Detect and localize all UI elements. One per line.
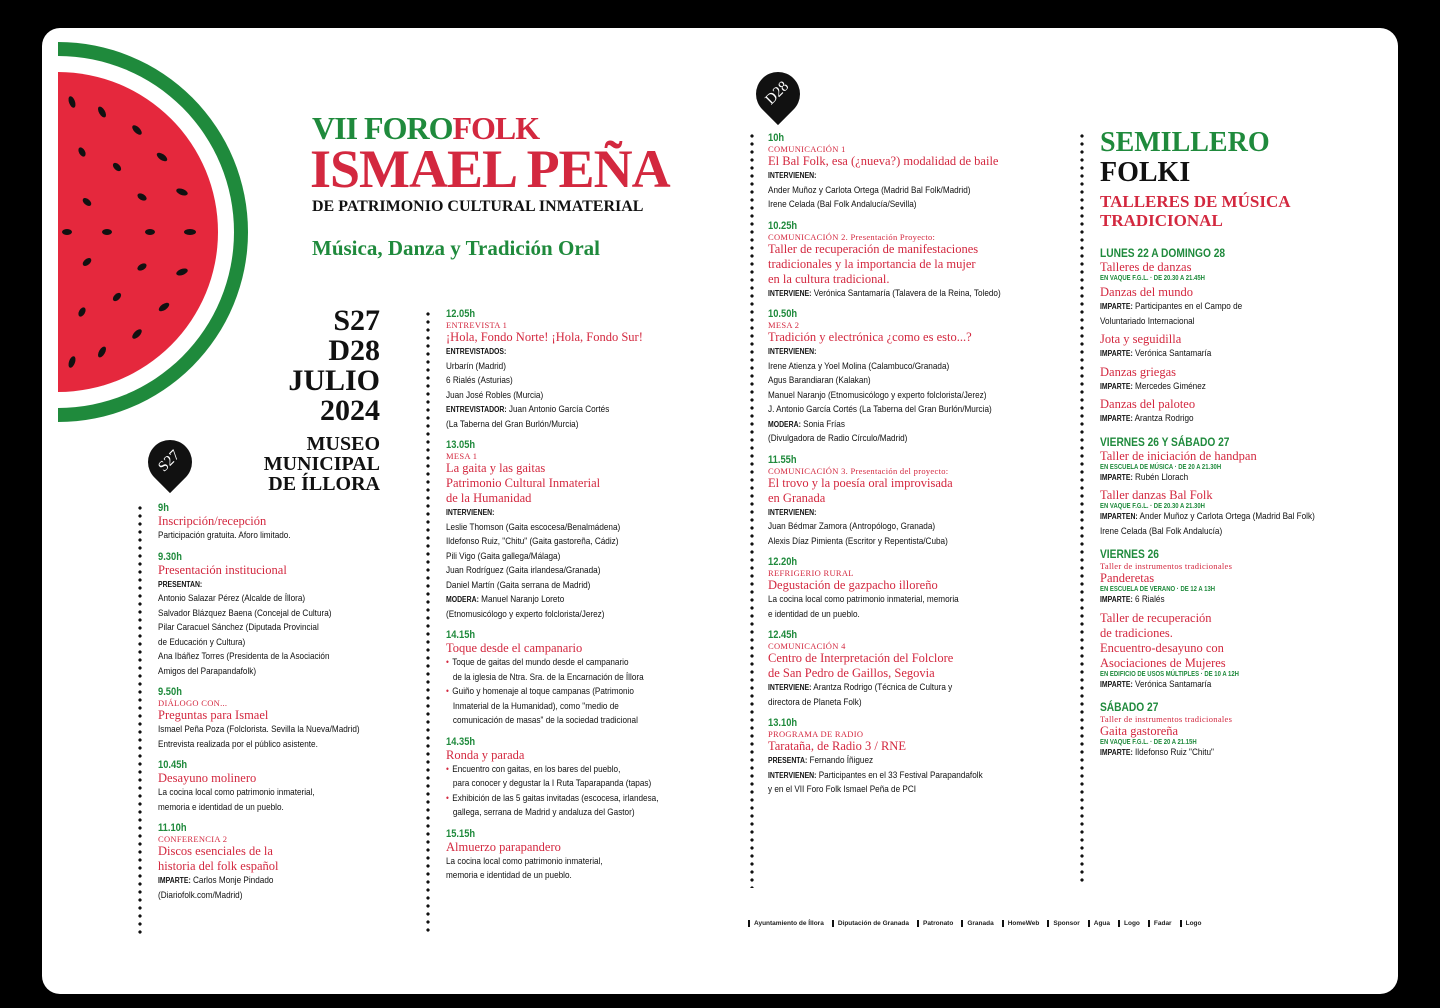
event-label: ENTREVISTADOR: xyxy=(446,405,507,414)
event-title: de la Humanidad xyxy=(446,491,532,505)
header-name: ISMAEL PEÑA xyxy=(310,139,670,199)
event-text: Agus Barandiaran (Kalakan) xyxy=(768,375,871,386)
event-title: Desayuno molinero xyxy=(158,771,257,785)
event-title: tradicionales y la importancia de la mujer xyxy=(768,256,976,271)
workshop-item xyxy=(1100,332,1380,362)
event-title: La gaita y las gaitas xyxy=(446,461,546,475)
event-label: INTERVIENEN: xyxy=(768,507,817,517)
event-label-line xyxy=(446,593,695,608)
event-category: COMUNICACIÓN 4 xyxy=(768,641,846,651)
workshop-label: IMPARTE: xyxy=(1100,414,1133,423)
event-label-line xyxy=(768,169,1026,184)
event-text: (Divulgadora de Radio Círculo/Madrid) xyxy=(768,433,908,444)
event-label-line xyxy=(158,874,364,889)
schedule-block xyxy=(446,828,736,884)
event-label: INTERVIENEN: xyxy=(768,770,817,780)
event-category: COMUNICACIÓN 2. Presentación Proyecto: xyxy=(768,231,936,242)
event-label-text: Juan Antonio García Cortés xyxy=(506,404,610,415)
event-time: 10h xyxy=(768,132,785,144)
badge-s27-label: S27 xyxy=(155,447,184,476)
schedule-block xyxy=(768,717,1068,798)
event-time: 11.10h xyxy=(158,822,187,834)
date-month: JULIO xyxy=(288,364,380,397)
event-text: La cocina local como patrimonio inmaterial, xyxy=(158,787,315,798)
event-title: Tarataña, de Radio 3 / RNE xyxy=(768,739,906,753)
workshop-imparte xyxy=(1100,471,1341,486)
watermelon-illustration xyxy=(42,42,248,426)
event-text: Daniel Martín (Gaita serrana de Madrid) xyxy=(446,579,591,591)
event-text: Juan Rodríguez (Gaita irlandesa/Granada) xyxy=(446,565,601,576)
semillero-day: SÁBADO 27 xyxy=(1100,700,1159,714)
event-title: en la cultura tradicional. xyxy=(768,271,890,286)
event-bullet-text: • Guiño y homenaje al toque campanas (Patrimonio xyxy=(446,685,695,700)
workshop-title: Danzas del paloteo xyxy=(1100,397,1196,411)
workshop-title: Talleres de danzas xyxy=(1100,260,1192,274)
workshop-imparte xyxy=(1100,678,1341,693)
event-title: ¡Hola, Fondo Norte! ¡Hola, Fondo Sur! xyxy=(446,330,643,344)
schedule-block xyxy=(446,308,736,432)
header-tagline: Música, Danza y Tradición Oral xyxy=(312,236,600,260)
sponsor-logo: Sponsor xyxy=(1047,920,1079,927)
event-text: J. Antonio García Cortés (La Taberna del Gran Burlón/Murcia) xyxy=(768,404,992,415)
workshop-title: Jota y seguidilla xyxy=(1100,332,1182,346)
badge-d28-label: D28 xyxy=(762,78,793,109)
workshop-where: EN VAQUE F.G.L. · DE 20.30 A 21.45H xyxy=(1100,275,1205,282)
schedule-col-d28 xyxy=(768,132,1068,805)
workshop-title: Taller de recuperación xyxy=(1100,610,1212,625)
event-title: Presentación institucional xyxy=(158,562,287,577)
event-label-text: Carlos Monje Pindado xyxy=(190,875,274,886)
event-label: MODERA: xyxy=(768,419,801,429)
workshop-imparte xyxy=(1100,347,1341,362)
event-label-line xyxy=(768,754,1026,769)
sponsor-logos xyxy=(748,908,1308,938)
workshop-label: IMPARTE: xyxy=(1100,679,1133,689)
schedule-block xyxy=(158,822,398,903)
schedule-block xyxy=(158,759,398,815)
event-bullet-text: Inmaterial de la Humanidad), como "medio de xyxy=(452,700,619,712)
semillero-column xyxy=(1100,128,1380,769)
workshop-imparte xyxy=(1100,380,1341,395)
badge-d28 xyxy=(747,63,809,125)
schedule-block xyxy=(158,502,398,544)
date-s27: S27 xyxy=(333,304,380,337)
workshop-title: Danzas del mundo xyxy=(1100,285,1194,299)
event-label-text: Sonia Frías xyxy=(800,418,845,430)
event-label: IMPARTE: xyxy=(158,876,191,885)
event-text: Ildefonso Ruiz, "Chitu" (Gaita gastoreña, Cádiz) xyxy=(446,536,619,547)
workshop-label: IMPARTE: xyxy=(1100,595,1133,604)
workshop-item xyxy=(1100,260,1380,282)
event-title: Inscripción/recepción xyxy=(158,514,267,528)
workshop-category: Taller de instrumentos tradicionales xyxy=(1100,714,1233,724)
venue-line3: DE ÍLLORA xyxy=(268,473,380,495)
event-bullet-text: • Encuentro con gaitas, en los bares del pueblo, xyxy=(446,763,695,778)
date-year: 2024 xyxy=(320,394,380,427)
workshop-label: IMPARTE: xyxy=(1100,349,1133,358)
event-time: 14.15h xyxy=(446,629,476,641)
workshop-item xyxy=(1100,449,1380,486)
event-category: REFRIGERIO RURAL xyxy=(768,568,854,578)
semillero-title3: TALLERES DE MÚSICA xyxy=(1100,192,1291,211)
event-category: ENTREVISTA 1 xyxy=(446,320,508,330)
workshop-title: Taller danzas Bal Folk xyxy=(1100,488,1213,502)
event-time: 10.50h xyxy=(768,308,798,320)
semillero-sections xyxy=(1100,246,1380,761)
workshop-imparte xyxy=(1100,300,1341,315)
workshop-label: IMPARTE: xyxy=(1100,302,1133,311)
event-title: en Granada xyxy=(768,490,826,505)
workshop-item xyxy=(1100,561,1380,608)
event-bullet-text: para conocer y degustar la I Ruta Taparapanda (tapas) xyxy=(452,778,652,789)
event-label-line xyxy=(768,506,1026,521)
event-category: DIÁLOGO CON... xyxy=(158,698,228,708)
workshop-item xyxy=(1100,285,1380,329)
event-time: 10.25h xyxy=(768,219,798,232)
semillero-title4: TRADICIONAL xyxy=(1100,211,1223,230)
event-text: (Etnomusicólogo y experto folclorista/Jerez) xyxy=(446,608,605,620)
workshop-imparte xyxy=(1100,593,1341,608)
event-text: Ander Muñoz y Carlota Ortega (Madrid Bal Folk/Madrid) xyxy=(768,184,971,196)
sponsor-logo: Ayuntamiento de Íllora xyxy=(748,920,824,927)
workshop-label: IMPARTEN: xyxy=(1100,512,1138,521)
event-text: La cocina local como patrimonio inmaterial, xyxy=(446,855,603,867)
event-text: memoria e identidad de un pueblo. xyxy=(446,870,572,881)
workshop-item xyxy=(1100,714,1380,761)
semillero-day: LUNES 22 A DOMINGO 28 xyxy=(1100,246,1226,260)
event-time: 11.55h xyxy=(768,453,797,466)
event-time: 12.45h xyxy=(768,629,798,641)
schedule-block xyxy=(446,736,736,821)
event-label-line xyxy=(768,345,1026,360)
workshop-title: Encuentro-desayuno con xyxy=(1100,640,1224,655)
event-time: 10.45h xyxy=(158,759,188,771)
workshop-where: EN EDIFICIO DE USOS MÚLTIPLES · DE 10 A 12H xyxy=(1100,670,1239,678)
event-text: Alexis Díaz Pimienta (Escritor y Repentista/Cuba) xyxy=(768,535,948,547)
workshop-label: IMPARTE: xyxy=(1100,381,1133,391)
event-text: e identidad de un pueblo. xyxy=(768,608,860,620)
semillero-title2: FOLKI xyxy=(1100,157,1191,188)
header-viiforo: VII FORO xyxy=(312,110,453,146)
event-bullet-text: • Toque de gaitas del mundo desde el campanario xyxy=(446,656,695,671)
schedule-block xyxy=(768,556,1068,622)
event-label-line xyxy=(768,769,1026,784)
date-d28: D28 xyxy=(328,334,380,367)
workshop-item xyxy=(1100,611,1380,693)
workshop-where: EN ESCUELA DE VERANO · DE 12 A 13H xyxy=(1100,586,1216,593)
event-label-text: Participantes en el 33 Festival Parapandafolk xyxy=(816,769,983,781)
event-time: 13.05h xyxy=(446,439,476,451)
workshop-teacher: 6 Rialés xyxy=(1132,594,1165,605)
sponsor-logo: Granada xyxy=(961,920,993,927)
event-text: Salvador Blázquez Baena (Concejal de Cultura) xyxy=(158,607,332,619)
event-category: MESA 2 xyxy=(768,320,800,330)
event-text: directora de Planeta Folk) xyxy=(768,696,862,708)
workshop-item xyxy=(1100,365,1380,395)
venue-line2: MUNICIPAL xyxy=(263,453,380,475)
workshop-title: Taller de iniciación de handpan xyxy=(1100,448,1257,463)
event-text: Amigos del Parapandafolk) xyxy=(158,665,257,677)
event-bullet-text: de la iglesia de Ntra. Sra. de la Encarnación de Íllora xyxy=(452,671,644,683)
event-title: Almuerzo parapandero xyxy=(446,839,561,854)
workshop-imparte xyxy=(1100,746,1341,761)
workshop-where: EN VAQUE F.G.L. · DE 20.30 A 21.30H xyxy=(1100,503,1205,510)
semillero-section xyxy=(1100,435,1380,540)
event-label-line xyxy=(768,681,1026,696)
event-category: COMUNICACIÓN 3. Presentación del proyecto: xyxy=(768,465,949,476)
event-text: Leslie Thomson (Gaita escocesa/Benalmádena) xyxy=(446,521,621,533)
event-label: MODERA: xyxy=(446,595,479,604)
semillero-section xyxy=(1100,246,1380,427)
workshop-teacher-line: Irene Celada (Bal Folk Andalucía) xyxy=(1100,525,1223,537)
workshop-teacher: Participantes en el Campo de xyxy=(1132,301,1243,312)
event-label: ENTREVISTADOS: xyxy=(446,347,507,356)
event-text: Ana Ibáñez Torres (Presidenta de la Asociación xyxy=(158,651,330,662)
event-text: y en el VII Foro Folk Ismael Peña de PCI xyxy=(768,784,917,795)
event-text: Pilar Caracuel Sánchez (Diputada Provincial xyxy=(158,622,319,633)
event-label: INTERVIENEN: xyxy=(446,508,495,517)
event-label: PRESENTA: xyxy=(768,756,808,765)
event-title: Tradición y electrónica ¿como es esto...? xyxy=(768,330,972,344)
event-label: INTERVIENE: xyxy=(768,683,812,692)
event-text: Participación gratuita. Aforo limitado. xyxy=(158,530,291,541)
venue-line1: MUSEO xyxy=(306,433,380,455)
schedule-col-s27-cont xyxy=(446,308,736,891)
header-folk: FOLK xyxy=(452,110,540,146)
event-label-line xyxy=(446,345,695,360)
badge-s27 xyxy=(139,431,201,493)
event-time: 13.10h xyxy=(768,717,798,729)
schedule-col-s27 xyxy=(158,502,398,910)
event-time: 9.30h xyxy=(158,550,182,563)
event-title: Ronda y parada xyxy=(446,747,525,762)
schedule-block xyxy=(768,629,1068,710)
event-label-text: Fernando Íñiguez xyxy=(807,755,874,766)
workshop-teacher: Ander Muñoz y Carlota Ortega (Madrid Bal Folk) xyxy=(1137,511,1315,522)
event-title: El Bal Folk, esa (¿nueva?) modalidad de baile xyxy=(768,154,999,168)
event-text: La cocina local como patrimonio inmaterial, memoria xyxy=(768,594,959,605)
dotted-rule-col3 xyxy=(750,132,754,888)
dotted-rule-col4 xyxy=(1080,132,1084,884)
event-label: INTERVIENE: xyxy=(768,288,812,298)
workshop-teacher: Ildefonso Ruiz "Chitu" xyxy=(1132,747,1214,758)
sponsor-logo: Logo xyxy=(1118,920,1140,927)
workshop-imparte xyxy=(1100,412,1341,427)
schedule-block xyxy=(768,132,1068,213)
semillero-day: VIERNES 26 Y SÁBADO 27 xyxy=(1100,434,1230,449)
event-time: 12.05h xyxy=(446,308,476,320)
workshop-label: IMPARTE: xyxy=(1100,748,1133,757)
workshop-title: Danzas griegas xyxy=(1100,364,1177,379)
workshop-title: Panderetas xyxy=(1100,571,1155,585)
event-time: 15.15h xyxy=(446,827,476,840)
event-time: 12.20h xyxy=(768,556,798,568)
event-label-line xyxy=(446,403,695,418)
schedule-block xyxy=(158,551,398,680)
event-label: PRESENTAN: xyxy=(158,579,203,589)
event-title: Toque desde el campanario xyxy=(446,641,583,655)
workshop-label: IMPARTE: xyxy=(1100,472,1133,482)
date-block xyxy=(260,306,380,494)
event-bullet-text: • Exhibición de las 5 gaitas invitadas (escocesa, irlandesa, xyxy=(446,792,695,807)
workshop-where: EN VAQUE F.G.L. · DE 20 A 21.15H xyxy=(1100,739,1197,746)
event-time: 14.35h xyxy=(446,735,476,748)
workshop-teacher: Arantza Rodrigo xyxy=(1132,413,1194,424)
sponsor-logo: HomeWeb xyxy=(1002,920,1040,927)
sponsor-logo: Logo xyxy=(1180,920,1202,927)
event-text: Pili Vigo (Gaita gallega/Málaga) xyxy=(446,550,561,562)
poster xyxy=(42,28,1398,994)
workshop-teacher: Rubén Llorach xyxy=(1132,471,1189,483)
workshop-item xyxy=(1100,488,1380,539)
sponsor-logo: Patronato xyxy=(917,920,953,927)
event-label-text: Arantza Rodrigo (Técnica de Cultura y xyxy=(811,682,953,693)
event-label-line xyxy=(768,287,1026,302)
dotted-rule-col2 xyxy=(426,310,430,936)
schedule-block xyxy=(158,686,398,752)
event-title: Discos esenciales de la xyxy=(158,844,273,858)
event-time: 9.50h xyxy=(158,686,182,698)
event-title: Taller de recuperación de manifestaciones xyxy=(768,241,979,256)
event-label-line xyxy=(158,578,364,593)
sponsor-logo: Fadar xyxy=(1148,920,1172,927)
event-label: INTERVIENEN: xyxy=(768,347,817,356)
schedule-block xyxy=(768,308,1068,447)
semillero-title1: SEMILLERO xyxy=(1100,127,1270,158)
workshop-imparte xyxy=(1100,510,1341,525)
event-title: El trovo y la poesía oral improvisada xyxy=(768,475,953,490)
event-title: Preguntas para Ismael xyxy=(158,708,269,722)
semillero-section xyxy=(1100,700,1380,761)
event-category: CONFERENCIA 2 xyxy=(158,834,228,844)
event-text: (La Taberna del Gran Burlón/Murcia) xyxy=(446,418,579,430)
workshop-where: EN ESCUELA DE MÚSICA · DE 20 A 21.30H xyxy=(1100,463,1222,471)
event-title: de San Pedro de Gaillos, Segovia xyxy=(768,666,935,680)
dotted-rule-col1 xyxy=(138,504,142,936)
event-title: Centro de Interpretación del Folclore xyxy=(768,651,954,665)
workshop-teacher: Verónica Santamaría xyxy=(1132,678,1212,690)
event-text: Juan Bédmar Zamora (Antropólogo, Granada) xyxy=(768,521,936,532)
event-title: Degustación de gazpacho illoreño xyxy=(768,578,938,592)
event-text: memoria e identidad de un pueblo. xyxy=(158,801,284,813)
header-subtitle: DE PATRIMONIO CULTURAL INMATERIAL xyxy=(312,198,644,215)
event-label: INTERVIENEN: xyxy=(768,171,817,180)
event-bullet-text: gallega, serrana de Madrid y andaluza del Gastor) xyxy=(452,807,635,818)
event-label-text: Manuel Naranjo Loreto xyxy=(478,594,565,605)
event-text: Entrevista realizada por el público asistente. xyxy=(158,738,318,750)
workshop-teacher-line: Voluntariado Internacional xyxy=(1100,315,1195,327)
event-title: historia del folk español xyxy=(158,859,279,873)
event-text: Manuel Naranjo (Etnomusicólogo y experto folclorista/Jerez) xyxy=(768,389,987,401)
event-category: MESA 1 xyxy=(446,451,478,461)
event-text: Irene Atienza y Yoel Molina (Calambuco/Granada) xyxy=(768,360,950,372)
event-text: Juan José Robles (Murcia) xyxy=(446,389,544,401)
event-text: de Educación y Cultura) xyxy=(158,636,246,648)
event-label-text: Verónica Santamaría (Talavera de la Reina, Toledo) xyxy=(811,287,1001,299)
workshop-teacher: Verónica Santamaría xyxy=(1132,348,1212,359)
event-category: PROGRAMA DE RADIO xyxy=(768,729,864,739)
sponsor-logo: Diputación de Granada xyxy=(832,920,909,927)
workshop-title: de tradiciones. xyxy=(1100,625,1173,640)
sponsor-logo: Agua xyxy=(1088,920,1110,927)
event-bullet-text: comunicación de masas" de la sociedad tradicional xyxy=(452,715,638,726)
schedule-block xyxy=(446,439,736,622)
schedule-block xyxy=(446,629,736,729)
workshop-category: Taller de instrumentos tradicionales xyxy=(1100,561,1233,571)
event-label-line xyxy=(446,506,695,521)
semillero-section xyxy=(1100,547,1380,692)
event-text: Urbarín (Madrid) xyxy=(446,360,506,372)
schedule-block xyxy=(768,454,1068,550)
event-text: Ismael Peña Poza (Folclorista. Sevilla la Nueva/Madrid) xyxy=(158,724,360,735)
event-text: Irene Celada (Bal Folk Andalucía/Sevilla) xyxy=(768,199,917,210)
event-time: 9h xyxy=(158,502,169,514)
workshop-title: Asociaciones de Mujeres xyxy=(1100,655,1226,670)
workshop-title: Gaita gastoreña xyxy=(1100,724,1179,738)
workshop-item xyxy=(1100,397,1380,427)
semillero-day: VIERNES 26 xyxy=(1100,547,1159,561)
workshop-teacher: Mercedes Giménez xyxy=(1132,380,1206,392)
event-title: Patrimonio Cultural Inmaterial xyxy=(446,476,601,490)
event-category: COMUNICACIÓN 1 xyxy=(768,144,846,154)
event-text: Antonio Salazar Pérez (Alcalde de Íllora) xyxy=(158,593,306,604)
event-text: (Diariofolk.com/Madrid) xyxy=(158,889,243,901)
event-label-line xyxy=(768,418,1026,433)
event-text: 6 Rialés (Asturias) xyxy=(446,375,513,386)
schedule-block xyxy=(768,220,1068,302)
